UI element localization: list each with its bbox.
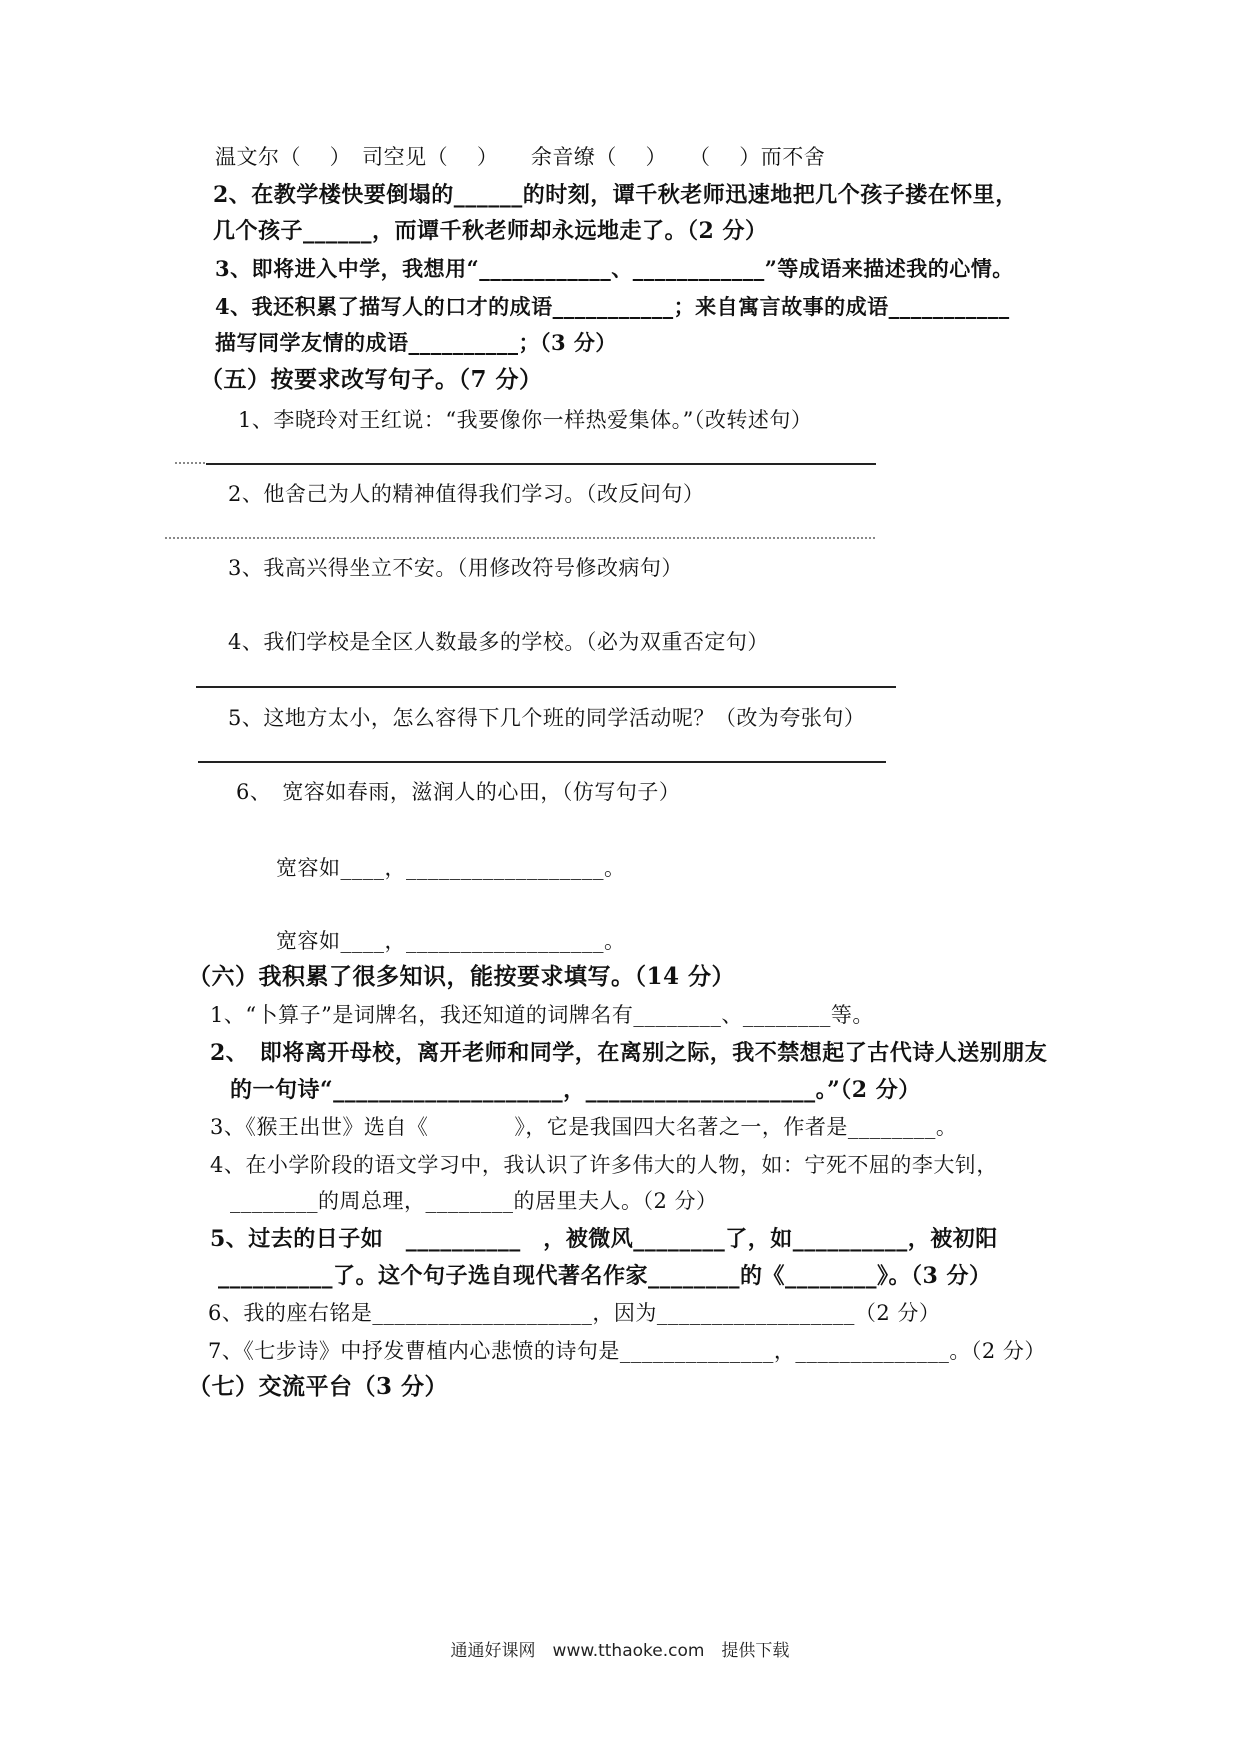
rewrite-question-5: 5、这地方太小，怎么容得下几个班的同学活动呢？（改为夸张句）	[228, 706, 866, 730]
rewrite-question-3: 3、我高兴得坐立不安。（用修改符号修改病句）	[228, 556, 683, 580]
footer-source: 通通好课网 www.tthaoke.com 提供下载	[450, 1641, 790, 1661]
knowledge-question-1: 1、“卜算子”是词牌名，我还知道的词牌名有________、________等。	[210, 1003, 874, 1027]
knowledge-question-4-line-1: 4、在小学阶段的语文学习中，我认识了许多伟大的人物，如：宁死不屈的李大钊，	[210, 1153, 998, 1177]
section-6-heading: （六）我积累了很多知识，能按要求填写。（14 分）	[188, 963, 736, 990]
imitation-line-2: 宽容如____，__________________。	[276, 929, 626, 953]
dotted-margin	[175, 462, 205, 464]
rewrite-question-6: 6、 宽容如春雨，滋润人的心田，（仿写句子）	[236, 780, 681, 804]
rewrite-question-2: 2、他舍己为人的精神值得我们学习。（改反问句）	[228, 482, 705, 506]
knowledge-question-5-line-1: 5、过去的日子如 __________ ，被微风________了，如__________，被初阳	[210, 1226, 998, 1252]
rewrite-question-4: 4、我们学校是全区人数最多的学校。（必为双重否定句）	[228, 630, 769, 654]
section-7-heading: （七）交流平台（3 分）	[188, 1373, 449, 1400]
answer-line-2	[165, 537, 875, 539]
answer-line-1	[206, 463, 876, 465]
knowledge-question-3: 3、《猴王出世》选自《 》，它是我国四大名著之一，作者是________。	[210, 1115, 958, 1139]
knowledge-question-7: 7、《七步诗》中抒发曹植内心悲愤的诗句是______________，______________。（2 分）	[208, 1339, 1046, 1363]
knowledge-question-6: 6、我的座右铭是____________________，因为__________________（2 分）	[208, 1301, 941, 1325]
rewrite-question-1: 1、李晓玲对王红说：“我要像你一样热爱集体。”（改转述句）	[238, 408, 813, 432]
answer-line-5	[198, 761, 886, 763]
idiom-fill-line: 温文尔（ ） 司空见（ ） 余音缭（ ） （ ）而不舍	[215, 145, 826, 169]
knowledge-question-4-line-2: ________的周总理，________的居里夫人。（2 分）	[230, 1189, 718, 1213]
knowledge-question-2-line-1: 2、 即将离开母校，离开老师和同学，在离别之际，我不禁想起了古代诗人送别朋友	[210, 1040, 1048, 1066]
question-4-line-2: 描写同学友情的成语__________；（3 分）	[215, 330, 617, 355]
question-3-line: 3、即将进入中学，我想用“____________、____________”等成语来描述我的心情。	[215, 256, 1014, 281]
question-2-line-2: 几个孩子______，而谭千秋老师却永远地走了。（2 分）	[213, 218, 768, 244]
knowledge-question-5-line-2: __________了。这个句子选自现代著名作家________的《________》。（3 分）	[218, 1263, 992, 1289]
question-2-line-1: 2、在教学楼快要倒塌的______的时刻，谭千秋老师迅速地把几个孩子搂在怀里，	[213, 182, 1018, 208]
section-5-heading: （五）按要求改写句子。（7 分）	[200, 366, 543, 393]
imitation-line-1: 宽容如____，__________________。	[276, 856, 626, 880]
question-4-line-1: 4、我还积累了描写人的口才的成语___________；来自寓言故事的成语___________	[215, 294, 1010, 319]
answer-line-4	[196, 686, 896, 688]
knowledge-question-2-line-2: 的一句诗“____________________，____________________。”（2 分）	[230, 1077, 921, 1103]
